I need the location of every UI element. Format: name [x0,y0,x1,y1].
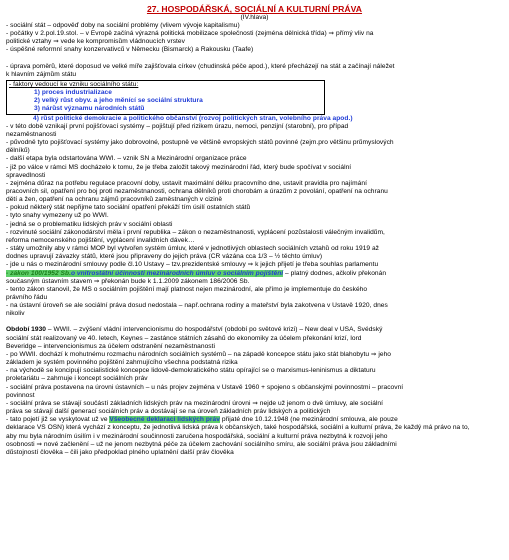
text-line: - tyto snahy vymezeny už po WWI. [6,212,109,220]
paragraph-gap [6,318,503,326]
text-line: - počátky v 2.pol.19.stol. – v Evropě začíná výrazná politická mobilizace společnosti (zejména dělnická třída) ⇒ přímý vliv na [6,30,374,38]
highlighted-law-line [6,270,503,278]
udhr-suffix: přijaté dne 10.12.1948 (ne mezinárodní smlouva, ale pouze [219,416,398,424]
factor-item: 3) nárůst významu národních států [34,105,145,113]
text-line: osobnosti ⇒ nové začlenění – už ne jenom nezbytná péče za účelem zachování sociálního smíru, ale sociální práva jsou základními [6,440,397,448]
text-line: současným ústavním stavem ⇒ překonán bude k 1.1.2009 zákonem 186/2006 Sb. [6,277,250,285]
text-line: dělníků) [6,147,30,155]
text-line: - pokud některý stát nepřijme tato sociální opatření překáží tím úsilí ostatních států [6,204,251,212]
text-line: - na ústavní úroveň se ale sociální práva dosud nedostala – např.ochrana rodiny a mateřství byla zakotvena v Ústavě 1920, dnes [6,302,388,310]
text-line: aby mu byla národním úsilím i v mezinárodní součinnosti zaručena hospodářská, sociální a kulturní práva nezbytná k rozvoji jeho [6,432,388,440]
text-line: - sociální stát – odpověď doby na sociální problémy (vlivem vývoje kapitalismu) [6,22,240,29]
text-line: Beveridge – intervencionismus za účelem odstranění nezaměstnanosti [6,342,215,350]
text-line: nikoliv [6,310,25,318]
text-line: spravedlnosti [6,171,46,179]
text-line: - původně tyto pojišťovací systémy jako dobrovolné, postupně ve většině evropských států povinné (zejm.pro většinu průmyslových [6,139,394,147]
factor-item: 2) velký růst obyv. a jeho měnící se sociální struktura [34,97,203,105]
law-note: – platný dodnes, ačkoliv překonán [285,269,387,277]
text-line: dodnes upravují závazky států, které jsou připraveny do jejich práva (ČR vázána cca 1/3 – ½ těchto úmluv) [6,253,323,261]
text-line: práva se stávají další generací sociálních práv a dostávají se na úroveň základních práv lidských a politických [6,408,331,416]
text-line: - jedná se o problematiku lidských práv v sociální oblasti [6,220,173,228]
text-line: povinnost [6,391,35,399]
text-line: právního řádu [6,294,48,301]
text-line: pracovních sil, opatření pro boj proti nezaměstnanosti, ochrana dělníků proti chorobám a úrazům z povolání, opatření na ochranu [6,187,388,195]
period-label: Období 1930 [6,326,47,334]
period-text: – WWII. – zvýšení vládní intervencionismu do hospodářství (období po světové krizi) – New deal v USA, Švédský [46,326,383,334]
factors-box [6,80,325,115]
text-line: základem je systém povinného pojištění zahrnujícího všechna podstatná rizika [6,359,238,367]
text-line: nezaměstnanosti [6,130,57,138]
text-line: - již po válce v rámci MS docházelo k tomu, že je třeba založit takový mezinárodní řád, který bude spočívat v sociální [6,163,352,171]
text-line: - sociální práva se stávají součástí základních lidských práv na mezinárodní úrovni ⇒ nejde už jenom o dvě úmluvy, ale sociální [6,399,383,407]
text-line: - po WWII. dochází k mohutnému rozmachu národních sociálních systémů – na západě koncepce státu jako stát blahobytu ⇒ jeho [6,350,391,358]
text-line: - zejména důraz na potřebu regulace pracovní doby, ustavit maximální délku pracovního dne, ustavit pravidla pro najímání [6,179,367,187]
text-line: deklarace VS OSN) která vychází z konceptu, že jednotlivá lidská práva k občanských, také hospodářská, sociální a kulturní práva, že každý má právo na to, [6,424,470,432]
text-line: - v této době vznikají první pojišťovací systémy – pojištují před rizikem úrazu, nemoci, penzijní (starobní), pro případ [6,122,349,130]
text-line: - státy umožnily aby v rámci MOP byl vytvořen systém úmluv, které v jednotlivých oblastech sociálních vztahů od roku 1919 až [6,245,380,253]
text-line: politické vztahy ⇒ vede ke kompromisům vládnoucích vrstev [6,38,185,46]
law-title-highlight: o vnitrostátní účinnosti mezinárodních úmluv o sociálním pojištění [70,269,284,277]
text-line: sociální stát realizovaný ve 40. letech, Keynes – zastánce státních zásahů do ekonomiky za účelem překonání krizí, lord [6,334,362,342]
period-line [6,326,503,334]
paragraph-gap [6,55,503,63]
text-line: - rozvinuté sociální zákonodárství měla i první republika – zákon o nezaměstnanosti, vyplácení pozůstalosti válečným invalidům, [6,228,385,236]
text-line: - tento zákon stanovil, že MS o sociálním pojištění mají platnost nejen mezinárodní, ale přímo je implementuje do českého [6,285,368,293]
text-line: proletariátu – zahrnuje i koncept sociálních práv [6,375,148,383]
udhr-highlight: Všeobecné deklaraci lidských práv [109,416,220,424]
factor-item: 4) růst politické demokracie a politického občanství (rozvoj politických stran, volebního práva apod.) [33,114,353,122]
text-line: k hlavním zájmům státu [6,70,77,78]
factors-heading: - faktory vedoucí ke vzniku sociálního státu: [9,80,139,88]
text-line: - další etapa byla odstartována WWI. – vznik SN a Mezinárodní organizace práce [6,155,247,163]
text-line: - na východě se koncipují socialistické koncepce lidově-demokratického státu opírající se o marxismus-leninismus a diktaturu [6,367,376,375]
text-line: - sociální práva postavena na úrovni ústavních – u nás projev zejména v Ústavě 1960 + spojeno s občanskými povinnostmi – pracovní [6,383,404,391]
text-line: - úspěšné reformní snahy konzervativců v Německu (Bismarck) a Rakousku (Taafe) [6,46,254,54]
text-line: - úprava poměrů, které doposud ve velké míře zajišťovala církev (chudinská péče apod.), které přecházejí na stát a začínají náležet [6,62,395,70]
text-line: důstojností člověka – čili jako předpoklad plného uplatnění další práv člověka [6,448,234,456]
udhr-line [6,416,503,424]
text-line: dětí a žen, opatření na ochranu zájmů pracovníků zaměstnaných v cizině [6,196,223,204]
udhr-prefix: - tato pojetí již se vyskytovat už ve [6,416,110,424]
page-subtitle: (IV.hlava) [240,14,269,21]
factor-item: 1) proces industrializace [34,89,112,97]
text-line: reforma nemocenského pojištění, vyplácení invalidních dávek… [6,236,195,244]
text-line: - jde u nás o mezinárodní smlouvy podle čl.10 Ústavy – tzv.prezidentské smlouvy ⇒ k jejich přijetí je třeba souhlas parlamentu [6,261,379,269]
page-title: 27. HOSPODÁŘSKÁ, SOCIÁLNÍ A KULTURNÍ PRÁVA [146,4,363,14]
law-highlight: - zákon 100/1952 Sb. [6,269,71,277]
